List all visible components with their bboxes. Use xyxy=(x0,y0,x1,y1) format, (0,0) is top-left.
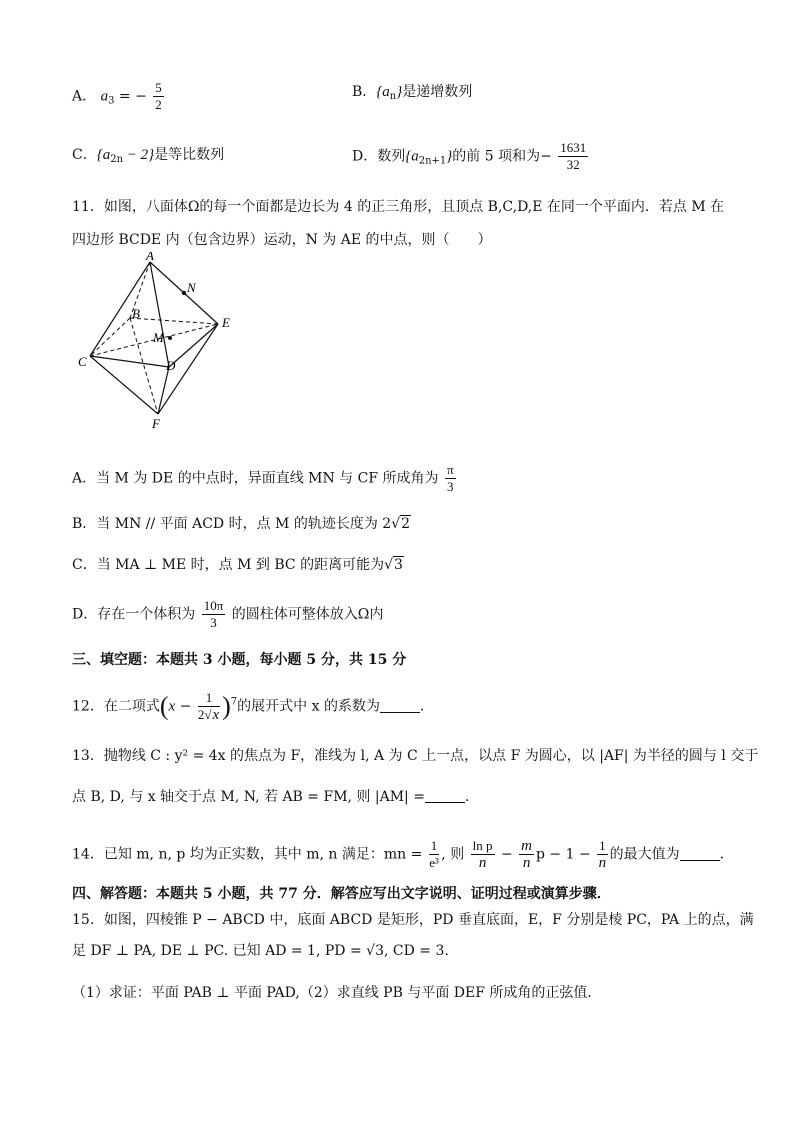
q11-stem-line1: 11．如图，八面体Ω的每一个面都是边长为 4 的正三角形，且顶点 B,C,D,E 在同一个平面内．若点 M 在 xyxy=(72,199,725,215)
label-C: C xyxy=(78,354,87,369)
subscript: 2n xyxy=(110,154,124,165)
radicand: x xyxy=(212,707,220,723)
answer-blank xyxy=(380,698,420,713)
option-text: 的圆柱体可整体放入Ω内 xyxy=(231,606,384,623)
math-op: − xyxy=(540,148,552,165)
q11-option-b xyxy=(72,514,411,534)
q10-option-a xyxy=(72,80,166,113)
denominator: 2 xyxy=(155,97,162,112)
denominator: n xyxy=(522,855,531,871)
denominator: 32 xyxy=(566,157,580,172)
fraction xyxy=(445,462,456,495)
right-paren: ) xyxy=(222,691,231,721)
option-text: C．当 MA ⊥ ME 时，点 M 到 BC 的距离可能为 xyxy=(72,557,385,573)
label-M: M xyxy=(153,330,164,345)
numerator: 1631 xyxy=(560,140,587,155)
q14-line xyxy=(72,838,734,871)
label-N: N xyxy=(187,280,196,295)
subscript: 3 xyxy=(108,95,115,107)
fraction xyxy=(202,598,226,631)
option-text: B．当 MN // 平面 ACD 时，点 M 的轨迹长度为 2 xyxy=(72,516,392,532)
numerator: 1 xyxy=(430,838,438,853)
option-text: D．存在一个体积为 xyxy=(72,606,196,623)
math-op: = − xyxy=(114,88,147,105)
math-var: x xyxy=(168,698,176,715)
math-var: a xyxy=(100,88,109,105)
q10-option-c xyxy=(72,145,224,170)
q15-line2: 足 DF ⊥ PA, DE ⊥ PC. 已知 AD = 1, PD = √3, CD = 3. xyxy=(72,943,449,959)
question-text: 12．在二项式 xyxy=(72,698,160,715)
denominator: n xyxy=(478,855,487,871)
question-text: 点 B, D, 与 x 轴交于点 M, N, 若 AB = FM, 则 |AM| = xyxy=(72,789,425,805)
label-D: D xyxy=(166,358,176,373)
math-op: − xyxy=(175,698,196,715)
label-E: E xyxy=(222,315,230,330)
fraction xyxy=(597,838,608,871)
q13-line1: 13．抛物线 C : y² = 4x 的焦点为 F，准线为 l, A 为 C 上一点，以点 F 为圆心，以 |AF| 为半径的圆与 l 交于 xyxy=(72,748,759,764)
option-label: D． xyxy=(352,148,378,165)
denominator: 3 xyxy=(210,615,217,630)
label-F: F xyxy=(152,416,160,431)
math-op: p − 1 − xyxy=(536,846,591,863)
q13-line2 xyxy=(72,787,479,807)
math-op: } xyxy=(396,84,403,100)
option-text: 的前 5 项和为 xyxy=(452,148,541,165)
section4-heading: 四、解答题：本题共 5 小题，共 77 分．解答应写出文字说明、证明过程或演算步骤． xyxy=(72,886,611,902)
punct: ． xyxy=(719,846,734,863)
subscript: n xyxy=(389,91,397,102)
fraction xyxy=(558,140,588,173)
den-coef: 2 xyxy=(197,707,205,722)
option-label: A． xyxy=(72,88,97,105)
math-var: {a xyxy=(96,147,111,163)
numerator: 1 xyxy=(599,838,606,853)
option-text: 是等比数列 xyxy=(154,147,225,163)
denominator: 3 xyxy=(447,479,454,494)
option-text: A．当 M 为 DE 的中点时，异面直线 MN 与 CF 所成角为 xyxy=(72,470,439,487)
math-var: {a xyxy=(405,148,419,165)
q10-option-d xyxy=(352,140,590,173)
q15-line1: 15．如图，四棱锥 P − ABCD 中，底面 ABCD 是矩形，PD 垂直底面，E，F 分别是棱 PC，PA 上的点，满 xyxy=(72,912,754,928)
fraction xyxy=(153,80,164,113)
q10-option-b xyxy=(352,82,472,107)
section3-heading: 三、填空题：本题共 3 小题，每小题 5 分，共 15 分 xyxy=(72,652,407,668)
sqrt-sign: √ xyxy=(391,516,401,532)
sqrt-sign: √ xyxy=(384,557,393,573)
denominator: e³ xyxy=(429,855,439,870)
answer-blank xyxy=(680,846,720,861)
q15-line3: （1）求证：平面 PAB ⊥ 平面 PAD,（2）求直线 PB 与平面 DEF 所成角的正弦值． xyxy=(72,985,602,1001)
exponent: 7 xyxy=(230,696,238,708)
q11-stem-line2: 四边形 BCDE 内（包含边界）运动，N 为 AE 的中点，则（ ） xyxy=(72,232,492,248)
q12-line xyxy=(72,690,434,723)
radicand: 3 xyxy=(394,557,403,573)
math-op: } xyxy=(446,148,453,165)
question-text: 14．已知 m, n, p 均为正实数，其中 m, n 满足：mn = xyxy=(72,846,423,863)
fraction xyxy=(429,838,440,871)
fraction xyxy=(198,690,220,723)
octahedron-figure xyxy=(72,252,247,432)
option-label: B． xyxy=(352,84,377,100)
question-text: , 则 xyxy=(441,846,465,863)
numerator: 10π xyxy=(203,598,224,613)
numerator: ln p xyxy=(472,838,493,853)
q11-option-c xyxy=(72,555,404,575)
punct: ． xyxy=(464,789,479,805)
fraction xyxy=(471,838,495,871)
numerator: m xyxy=(521,838,533,854)
question-text: 的最大值为 xyxy=(609,846,680,863)
fraction xyxy=(519,838,534,871)
q11-option-d xyxy=(72,598,383,631)
option-text: 是递增数列 xyxy=(402,84,473,100)
math-op: − 2} xyxy=(123,147,155,163)
left-paren: ( xyxy=(159,691,169,721)
option-label: C． xyxy=(72,147,97,163)
numerator: π xyxy=(446,462,454,477)
label-A: A xyxy=(146,252,154,263)
punct: ． xyxy=(419,698,434,715)
answer-blank xyxy=(425,788,465,803)
denominator: n xyxy=(598,855,607,871)
question-text: 的展开式中 x 的系数为 xyxy=(237,698,380,715)
numerator: 1 xyxy=(198,690,220,707)
numerator: 5 xyxy=(155,80,162,95)
math-var: {a xyxy=(376,84,390,100)
math-op: − xyxy=(496,846,518,863)
subscript: 2n+1 xyxy=(418,155,447,167)
q11-option-a xyxy=(72,462,458,495)
denominator: 2√x xyxy=(197,707,220,723)
label-B: B xyxy=(132,306,140,321)
option-text: 数列 xyxy=(377,148,406,165)
radicand: 2 xyxy=(401,516,411,532)
